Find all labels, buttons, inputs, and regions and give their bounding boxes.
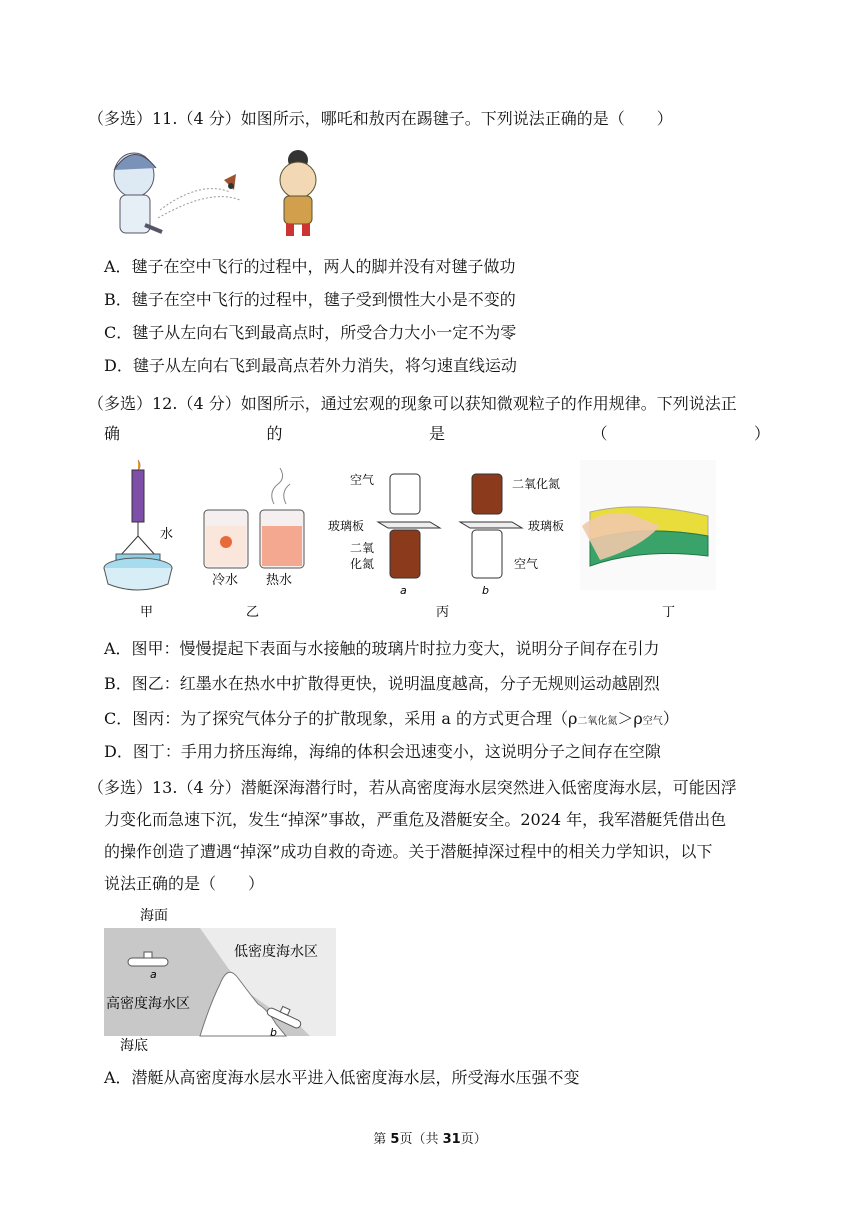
q12-figure	[100, 456, 720, 626]
label-ding: 丁	[662, 605, 676, 620]
nezha-figure	[280, 150, 316, 236]
q12-word: 的	[266, 424, 283, 443]
label-cold-water: 冷水	[212, 573, 239, 588]
aobing-figure	[114, 153, 162, 233]
label-a: a	[400, 584, 407, 597]
label-no2-part1: 二氧	[350, 541, 375, 555]
rho-symbol: ρ	[567, 709, 578, 728]
shuttlecock-icon	[224, 174, 236, 190]
q11-option-a: A．毽子在空中飞行的过程中，两人的脚并没有对毽子做功	[104, 257, 516, 276]
greater-than: ＞	[617, 709, 634, 728]
figure-ding	[580, 460, 716, 620]
label-no2: 二氧化氮	[512, 477, 561, 491]
label-b: b	[270, 1026, 277, 1039]
q12-option-c-text: C．图丙：为了探究气体分子的扩散现象，采用 a 的方式更合理（	[104, 709, 568, 728]
figure-yi	[204, 468, 304, 620]
q12-stem-line1: （多选）12.（4 分）如图所示，通过宏观的现象可以获知微观粒子的作用规律。下列说法正	[88, 394, 737, 413]
label-air-b: 空气	[514, 557, 539, 571]
q13-stem-line1: （多选）13.（4 分）潜艇深海潜行时，若从高密度海水层突然进入低密度海水层，可能因浮	[88, 778, 737, 797]
q11-option-d: D．毽子从左向右飞到最高点若外力消失，将匀速直线运动	[104, 356, 517, 375]
q12-option-b: B．图乙：红墨水在热水中扩散得更快，说明温度越高，分子无规则运动越剧烈	[104, 674, 660, 693]
q13-stem-line2: 力变化而急速下沉，发生“掉深”事故，严重危及潜艇安全。2024 年，我军潜艇凭借出色	[104, 810, 727, 829]
label-yi: 乙	[246, 605, 260, 620]
page-number: 5	[390, 1132, 400, 1147]
footer-pre: 第	[373, 1132, 391, 1147]
q11-option-c: C．毽子从左向右飞到最高点时，所受合力大小一定不为零	[104, 323, 517, 342]
q12-option-d: D．图丁：手用力挤压海绵，海绵的体积会迅速变小，这说明分子之间存在空隙	[104, 742, 661, 761]
q11-option-b: B．毽子在空中飞行的过程中，毽子受到惯性大小是不变的	[104, 290, 516, 309]
label-water: 水	[160, 527, 174, 542]
rho-symbol: ρ	[633, 709, 643, 728]
label-bing: 丙	[436, 605, 450, 620]
footer-mid: 页（共	[399, 1132, 443, 1147]
label-high-density: 高密度海水区	[106, 996, 190, 1012]
q12-word: （	[591, 424, 608, 443]
q12-stem-line2	[104, 423, 770, 445]
label-low-density: 低密度海水区	[234, 944, 318, 960]
q11-stem: （多选）11.（4 分）如图所示，哪吒和敖丙在踢毽子。下列说法正确的是（ ）	[88, 109, 673, 128]
q13-stem-line4: 说法正确的是（ ）	[104, 874, 265, 893]
close-paren: ）	[662, 709, 679, 728]
label-b: b	[482, 584, 489, 597]
label-glass-plate-b: 玻璃板	[528, 519, 565, 533]
figure-bing	[328, 472, 564, 620]
page-total: 31	[442, 1132, 461, 1147]
q12-word: 确	[104, 424, 121, 443]
label-air: 空气	[350, 473, 375, 487]
label-sea-bottom: 海底	[120, 1038, 148, 1054]
q12-option-c	[104, 708, 679, 733]
label-a: a	[150, 968, 157, 981]
q13-stem-line3: 的操作创造了遭遇“掉深”成功自救的奇迹。关于潜艇掉深过程中的相关力学知识，以下	[104, 842, 713, 861]
label-hot-water: 热水	[266, 573, 293, 588]
q13-option-a: A．潜艇从高密度海水层水平进入低密度海水层，所受海水压强不变	[104, 1068, 580, 1087]
footer-post: 页）	[460, 1132, 487, 1147]
rho-subscript-air: 空气	[642, 716, 663, 727]
label-no2-part2: 化氮	[350, 557, 375, 571]
q12-option-a: A．图甲：慢慢提起下表面与水接触的玻璃片时拉力变大，说明分子间存在引力	[104, 639, 660, 658]
label-sea-surface: 海面	[140, 908, 168, 924]
rho-subscript-no2: 二氧化氮	[577, 716, 618, 727]
figure-jia	[104, 460, 173, 620]
label-glass-plate: 玻璃板	[328, 519, 365, 533]
label-jia: 甲	[140, 605, 154, 620]
q13-figure	[100, 904, 340, 1054]
q11-figure	[100, 140, 340, 240]
q12-word: ）	[753, 424, 770, 443]
q12-word: 是	[428, 424, 445, 443]
page-footer	[0, 1128, 860, 1147]
